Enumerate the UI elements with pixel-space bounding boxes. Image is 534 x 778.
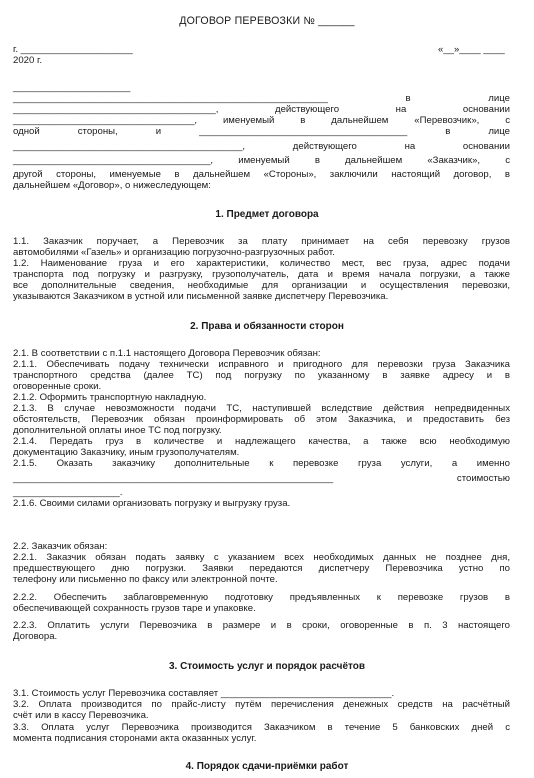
clause-line: обеспечивающей сохранность грузов таре и упаковке. <box>13 603 256 614</box>
clause-line: телефону или письменно по факсу или электронной почте. <box>13 574 278 585</box>
clause-line: 3.1. Стоимость услуг Перевозчика составляет ________________________________. <box>13 688 395 699</box>
city-line: г. _____________________ <box>13 44 133 55</box>
clause-line: 2.1.3. В случае невозможности подачи ТС, наступившей вследствие действия непредвиденных <box>13 403 510 414</box>
clause-line: 2.1.6. Своими силами организовать погрузку и выгрузку груза. <box>13 498 291 509</box>
clause-line: предшествующего дню погрузки. Заявки передаются диспетчеру Перевозчика устно по <box>13 563 510 574</box>
clause-line: 2.2.3. Оплатить услуги Перевозчика в размере и в сроки, оговоренные в п. 3 настоящего <box>13 620 510 631</box>
clause-line: момента подписания сторонами акта оказанных услуг. <box>13 733 257 744</box>
clause-line: 2.1.4. Передать груз в количестве и надлежащего качества, а также всю необходимую <box>13 436 510 447</box>
clause-line: 2.2.1. Заказчик обязан подать заявку с указанием всех необходимых данных не позднее дня, <box>13 552 510 563</box>
preamble-line: _____________________________________, именуемый в дальнейшем «Заказчик», с <box>13 155 510 166</box>
clause-line: 3.2. Оплата производится по прайс-листу путём перечисления денежных средств на расчётный <box>13 699 510 710</box>
clause-line: 2.1. В соответствии с п.1.1 настоящего Договора Перевозчик обязан: <box>13 348 321 359</box>
preamble-line: другой стороны, именуемые в дальнейшем «Стороны», заключили настоящий договор, в <box>13 169 510 180</box>
clause-line: 1.2. Наименование груза и его характеристики, количество мест, вес груза, адрес подачи <box>13 258 510 269</box>
clause-line: дополнительной оплаты иное ТС под погрузку. <box>13 425 222 436</box>
preamble-line: дальнейшем «Договор», о нижеследующем: <box>13 180 211 191</box>
clause-line: документацию Заказчику, иным грузополучателям. <box>13 447 240 458</box>
clause-line: все дополнительные сведения, необходимые для организации и осуществления перевозки, <box>13 280 510 291</box>
preamble-line: ______________________________________, действующего на основании <box>13 104 510 115</box>
year-line: 2020 г. <box>13 55 43 66</box>
preamble-line: одной стороны, и _______________________________________ в лице <box>13 126 510 137</box>
preamble-line: ___________________________________________________________ в лице <box>13 93 510 104</box>
clause-line: обстоятельств, Перевозчик обязан проинформировать об этом Заказчика, и предоставить без <box>13 414 510 425</box>
clause-line: 2.1.1. Обеспечивать подачу технически исправного и пригодного для перевозки груза Заказчика <box>13 359 510 370</box>
clause-line: транспортного средства (далее ТС) под погрузку по указанному в заявке адресу и в <box>13 370 510 381</box>
clause-line: ____________________________________________________________ стоимостью <box>13 473 510 484</box>
clause-line: 2.1.2. Оформить транспортную накладную. <box>13 392 207 403</box>
clause-line: ____________________. <box>13 487 123 498</box>
section-heading: 3. Стоимость услуг и порядок расчётов <box>168 661 366 672</box>
clause-line: 2.1.5. Оказать заказчику дополнительные к перевозке груза услуги, а именно <box>13 458 510 469</box>
clause-line: указываются Заказчиком в устной или письменной заявке диспетчеру Перевозчика. <box>13 291 389 302</box>
document-title: ДОГОВОР ПЕРЕВОЗКИ № ______ <box>179 15 355 27</box>
clause-line: транспорта под погрузку и разгрузку, грузополучатель, дата и время начала погрузки, а также <box>13 269 510 280</box>
preamble-line: ___________________________________________, действующего на основании <box>13 141 510 152</box>
date-line: «__»____ ____ <box>438 44 505 55</box>
clause-line: 3.3. Оплата услуг Перевозчика производится Заказчиком в течение 5 банковских дней с <box>13 722 510 733</box>
clause-line: 2.2. Заказчик обязан: <box>13 541 108 552</box>
section-heading: 1. Предмет договора <box>215 209 319 220</box>
clause-line: 2.2.2. Обеспечить заблаговременную подготовку предъявленных к перевозке грузов в <box>13 592 510 603</box>
clause-line: 1.1. Заказчик поручает, а Перевозчик за плату принимает на себя перевозку грузов <box>13 236 510 247</box>
clause-line: Договора. <box>13 631 58 642</box>
clause-line: оговоренные сроки. <box>13 381 102 392</box>
section-heading: 4. Порядок сдачи-приёмки работ <box>185 761 349 772</box>
clause-line: автомобилями «Газель» и организацию погрузочно-разгрузочных работ. <box>13 247 335 258</box>
preamble-line: ______________________ <box>13 82 131 93</box>
section-heading: 2. Права и обязанности сторон <box>190 321 344 332</box>
preamble-line: __________________________________, именуемый в дальнейшем «Перевозчик», с <box>13 115 510 126</box>
clause-line: счёт или в кассу Перевозчика. <box>13 710 149 721</box>
